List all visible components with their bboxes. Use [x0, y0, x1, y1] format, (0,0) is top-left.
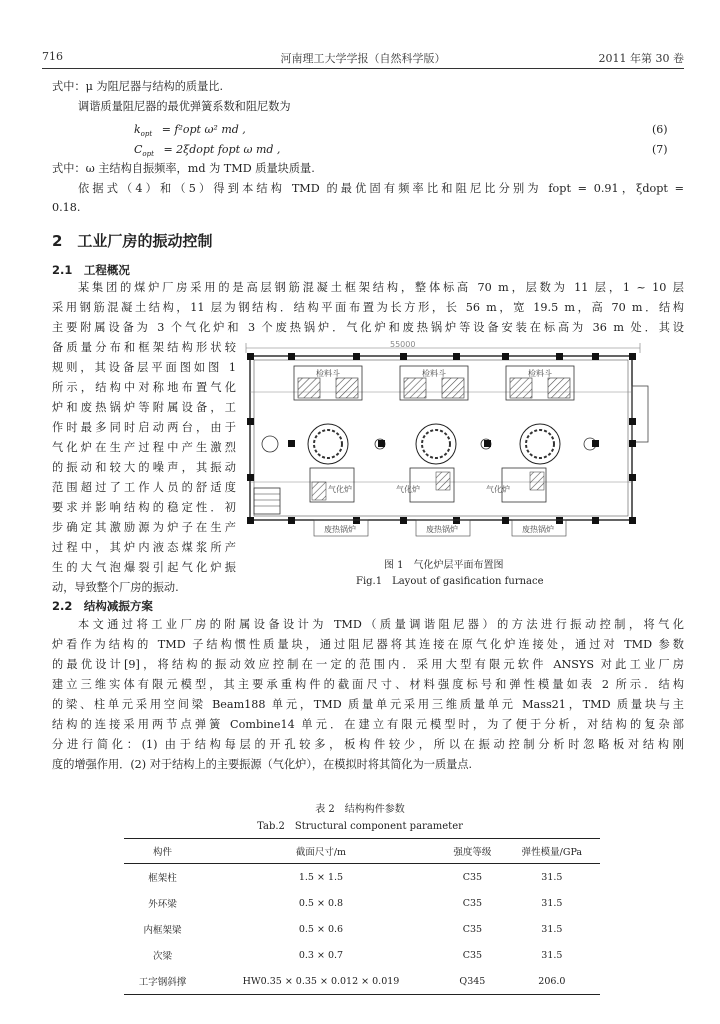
text-line: 炉看作为结构的 TMD 子结构惯性质量块，通过阻尼器将其连接在原气化炉连接处，通过对 TMD 参数 [52, 638, 684, 651]
text-line: 气化炉在生产过程中产生激烈 [52, 441, 236, 454]
text-line: 调谐质量阻尼器的最优弹簧系数和阻尼数为 [78, 100, 291, 113]
table-caption-cn: 表 2 结构构件参数 [315, 804, 405, 815]
text-line: 结构的连接采用两节点弹簧 Combine14 单元．在建立有限元模型时，为了便于分析，对结构的复杂部 [52, 718, 684, 731]
component-parameter-table [124, 838, 600, 995]
hopper-1 [294, 366, 362, 400]
text-line: 主要附属设备为 3 个气化炉和 3 个废热锅炉．气化炉和废热锅炉等设备安装在标高为 36 m 处．其设 [52, 321, 684, 334]
boiler-label: 废热锅炉 [522, 525, 554, 534]
journal-title: 河南理工大学学报（自然科学版） [280, 52, 446, 65]
table-cell: 206.0 [504, 968, 600, 995]
page-number: 716 [42, 50, 63, 63]
table-cell: C35 [462, 923, 483, 935]
column-header: 弹性模量/GPa [504, 839, 600, 864]
text-line: 作时最多同时启动两台，由于 [52, 421, 236, 434]
issue-info: 2011 年第 30 卷 [598, 52, 684, 65]
text-line: 炉和废热锅炉等附属设备，工 [52, 401, 236, 414]
hopper-2 [400, 366, 468, 400]
table-caption-en: Tab.2 Structural component parameter [257, 821, 463, 832]
figure-caption-cn: 图 1 气化炉层平面布置图 [384, 560, 504, 571]
text-line: 备质量分布和框架结构形状较 [52, 341, 236, 354]
column-header: 强度等级 [441, 839, 504, 864]
hopper-label: 检料斗 [316, 369, 340, 378]
dimension-label: 55000 [390, 340, 416, 349]
text-line: 采用钢筋混凝土结构，11 层为钢结构．结构平面布置为长方形，长 56 m，宽 19.5 m，高 70 m．结构 [52, 301, 684, 314]
table-cell: C35 [462, 871, 483, 883]
text-line: 的振动和较大的噪声，其振动 [52, 461, 236, 474]
vessel-1 [308, 424, 348, 464]
gasifier-3 [486, 468, 546, 502]
hopper-label: 检料斗 [422, 369, 446, 378]
gasifier-label: 气化炉 [328, 485, 352, 494]
table-row [124, 942, 600, 968]
equation-number: (6) [652, 123, 668, 136]
text-line: 步确定其激励源为炉子在生产 [52, 521, 236, 534]
table-cell: 0.5 × 0.6 [298, 923, 344, 935]
table-cell: Q345 [441, 968, 504, 995]
gasifier-label: 气化炉 [486, 485, 510, 494]
text-line: 0.18. [52, 201, 81, 214]
gasifier-label: 气化炉 [396, 485, 420, 494]
table-cell: 1.5 × 1.5 [298, 871, 344, 883]
hopper-label: 检料斗 [528, 369, 552, 378]
gasifier-1 [310, 468, 354, 502]
table-cell: HW0.35 × 0.35 × 0.012 × 0.019 [201, 968, 441, 995]
table-cell: 31.5 [541, 871, 563, 883]
text-line: 生的大气泡爆裂引起气化炉振 [52, 561, 236, 574]
table-cell: 31.5 [541, 949, 563, 961]
text-line: 建立三维实体有限元模型，其主要承重构件的截面尺寸、材料强度标号和弹性模量如表 2 所示．结构 [52, 678, 684, 691]
table-cell: 外环梁 [148, 899, 177, 910]
table-row [124, 916, 600, 942]
text-line: 本文通过将工业厂房的附属设备设计为 TMD（质量调谐阻尼器）的方法进行振动控制，将气化 [78, 618, 684, 631]
hopper-3 [506, 366, 574, 400]
text-line: 范围超过了工作人员的舒适度 [52, 481, 236, 494]
text-line: 某集团的煤炉厂房采用的是高层钢筋混凝土框架结构，整体标高 70 m，层数为 11 层，1 ~ 10 层 [78, 281, 684, 294]
equation-6: $k_{opt} = f^2opt$ ω² md , [134, 123, 246, 139]
text-line: 的最优设计[9]，将结构的振动效应控制在一定的范围内．采用大型有限元软件 ANSYS 对此工业厂房 [52, 658, 684, 671]
text-line: 度的增强作用．(2) 对于结构上的主要振源（气化炉），在模拟时将其简化为一质量点. [52, 758, 473, 771]
text-line: 式中：ω 主结构自振频率，md 为 TMD 质量块质量. [52, 162, 315, 175]
vessel-3 [520, 424, 560, 464]
text-line: 要求并影响结构的稳定性．初 [52, 501, 236, 514]
table-cell: 次梁 [152, 951, 172, 962]
table-cell: C35 [462, 897, 483, 909]
text-line: 分进行简化：(1) 由于结构每层的开孔较多，板构件较少，所以在振动控制分析时忽略板对结构刚 [52, 738, 684, 751]
text-line: 过程中，其炉内液态煤浆所产 [52, 541, 236, 554]
table-cell: 工字钢斜撑 [124, 968, 201, 995]
equation-number: (7) [652, 143, 668, 156]
figure-floor-plan [240, 334, 686, 554]
table-cell: 0.3 × 0.7 [298, 949, 344, 961]
column-header: 截面尺寸/m [201, 839, 441, 864]
table-cell: C35 [462, 949, 483, 961]
stair-block [254, 488, 280, 514]
table-cell: 31.5 [541, 923, 563, 935]
column-header: 构件 [124, 839, 201, 864]
text-line: 的梁、柱单元采用空间梁 Beam188 单元，TMD 质量单元采用三维质量单元 Mass21，TMD 质量块与主 [52, 698, 684, 711]
text-line: 式中：μ 为阻尼器与结构的质量比. [52, 80, 224, 93]
text-line: 规则，其设备层平面图如图 1 [52, 361, 236, 374]
header-rule [42, 68, 684, 69]
floor-plan-drawing [240, 334, 686, 554]
boiler-label: 废热锅炉 [426, 525, 458, 534]
table-cell: 31.5 [541, 897, 563, 909]
table-cell: 框架柱 [148, 873, 177, 884]
figure-caption-en: Fig.1 Layout of gasification furnace [356, 576, 544, 587]
text-line: 动，导致整个厂房的振动. [52, 581, 179, 594]
section-heading: 2 工业厂房的振动控制 [52, 232, 213, 250]
boiler-2 [416, 520, 470, 536]
boiler-label: 废热锅炉 [324, 525, 356, 534]
subsection-heading: 2.1 工程概况 [52, 263, 130, 277]
text-line: 依据式（4）和（5）得到本结构 TMD 的最优固有频率比和阻尼比分别为 fopt = 0.91，ξdopt = [78, 182, 684, 195]
subsection-heading: 2.2 结构减振方案 [52, 599, 153, 613]
vessel-2 [416, 424, 456, 464]
gasifier-2 [396, 468, 454, 502]
table-cell: 内框架梁 [143, 925, 182, 936]
table-cell: 0.5 × 0.8 [298, 897, 344, 909]
table-row [124, 968, 600, 995]
table-header-row [124, 839, 600, 864]
page-header [42, 48, 684, 68]
table-row [124, 864, 600, 891]
equation-7: $C_{opt}$ = 2ξdopt fopt ω md , [134, 143, 281, 159]
table-row [124, 890, 600, 916]
text-line: 所示，结构中对称地布置气化 [52, 381, 236, 394]
